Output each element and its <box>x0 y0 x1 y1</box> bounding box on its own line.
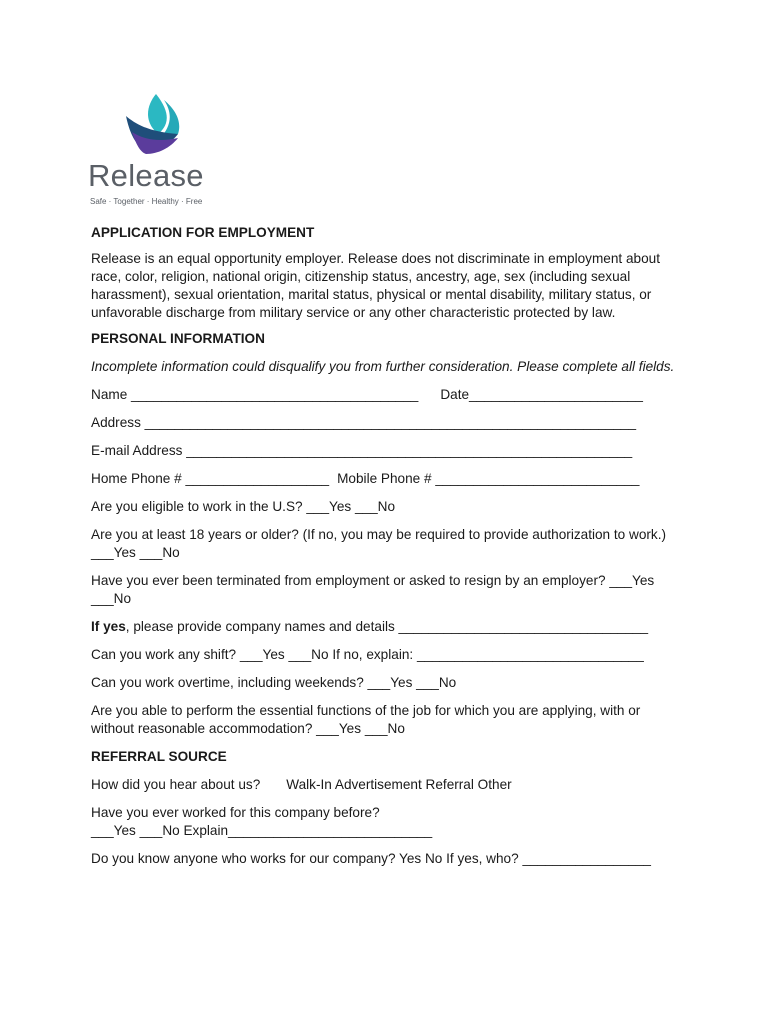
release-logo <box>88 92 218 212</box>
name-date-row <box>91 386 691 404</box>
referral-heading: REFERRAL SOURCE <box>91 749 227 764</box>
if-yes-label: If yes <box>91 619 126 634</box>
logo-wordmark: Release <box>88 158 204 193</box>
functions-question-line1: Are you able to perform the essential functions of the job for which you are applying, with or <box>91 703 641 718</box>
hear-about-question: How did you hear about us? <box>91 777 261 792</box>
date-field[interactable]: Date_______________________ <box>440 387 643 402</box>
if-yes-details[interactable] <box>91 618 691 636</box>
shift-question[interactable]: Can you work any shift? ___Yes ___No If no, explain: ______________________________ <box>91 647 644 662</box>
mobile-phone-field[interactable]: Mobile Phone # ___________________________ <box>337 471 640 486</box>
if-yes-details-field[interactable]: , please provide company names and details _________________________________ <box>125 619 649 634</box>
email-field[interactable]: E-mail Address ___________________________________________________________ <box>91 443 633 458</box>
terminated-question-line1[interactable]: Have you ever been terminated from employment or asked to resign by an employer? ___Yes <box>91 573 655 588</box>
age-question-line1: Are you at least 18 years or older? (If no, you may be required to provide authorization to work.) <box>91 527 667 542</box>
name-field[interactable]: Name ______________________________________ <box>91 387 419 402</box>
personal-info-heading: PERSONAL INFORMATION <box>91 331 265 346</box>
form-title: APPLICATION FOR EMPLOYMENT <box>91 225 315 240</box>
know-anyone-question[interactable]: Do you know anyone who works for our company? Yes No If yes, who? _________________ <box>91 851 651 866</box>
overtime-question[interactable]: Can you work overtime, including weekends? ___Yes ___No <box>91 675 457 690</box>
phone-row <box>91 470 691 488</box>
home-phone-field[interactable]: Home Phone # ___________________ <box>91 471 330 486</box>
personal-info-note: Incomplete information could disqualify you from further consideration. Please complete all fields. <box>91 359 675 374</box>
worked-before-options[interactable]: ___Yes ___No Explain___________________________ <box>91 823 433 838</box>
age-question-options[interactable]: ___Yes ___No <box>91 545 180 560</box>
terminated-question-line2[interactable]: ___No <box>91 591 132 606</box>
functions-question-line2[interactable]: without reasonable accommodation? ___Yes ___No <box>91 721 405 736</box>
logo-tagline: Safe · Together · Healthy · Free <box>90 197 203 206</box>
eligible-question[interactable]: Are you eligible to work in the U.S? ___Yes ___No <box>91 499 396 514</box>
eeo-statement: Release is an equal opportunity employer. Release does not discriminate in employment about race, color, religion, national origin, citizenship status, ancestry, age, sex (including sexual harassment), sexual orientation, marital status, physical or mental disability, military status, or unfavorable discharge from military service or any other characteristic protected by law. <box>91 251 660 320</box>
sail-logo-icon <box>116 92 186 156</box>
form-content <box>91 224 691 868</box>
referral-options[interactable]: Walk-In Advertisement Referral Other <box>286 777 512 792</box>
hear-about-row <box>91 776 691 794</box>
address-field[interactable]: Address _________________________________________________________________ <box>91 415 637 430</box>
worked-before-question: Have you ever worked for this company before? <box>91 805 380 820</box>
